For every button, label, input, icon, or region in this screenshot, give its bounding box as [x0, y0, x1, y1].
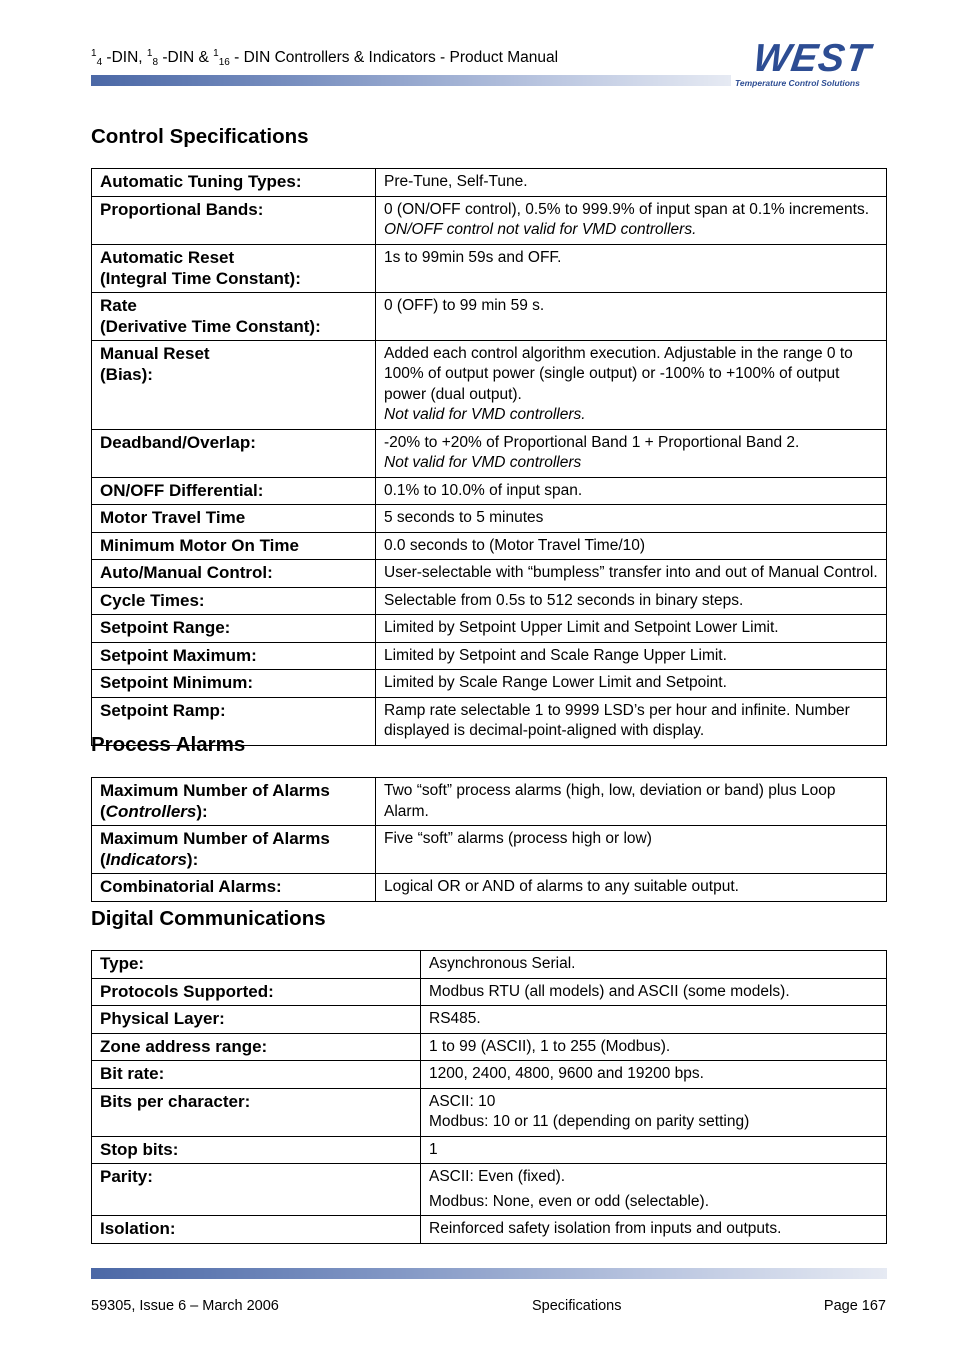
- spec-value-line: [429, 1112, 878, 1133]
- spec-value: [376, 778, 887, 826]
- spec-value-line: [429, 1167, 878, 1188]
- fraction-numerator: 1: [91, 48, 97, 59]
- spec-label-line: Deadband/Overlap:: [100, 432, 256, 452]
- spec-label-line: Automatic Reset: [100, 247, 235, 267]
- spec-label-line: Rate: [100, 295, 137, 315]
- spec-row: [92, 587, 887, 615]
- spec-label: [92, 826, 376, 874]
- label-italic: Controllers: [105, 802, 197, 821]
- spec-value: [421, 951, 887, 979]
- spec-value: [376, 615, 887, 643]
- spec-label-line: Type:: [100, 954, 145, 973]
- west-logo: [733, 37, 886, 90]
- spec-value-line: [429, 1037, 878, 1058]
- logo-tagline: Temperature Control Solutions: [735, 78, 860, 88]
- spec-label-line: [100, 849, 367, 870]
- spec-value-line: [384, 481, 878, 502]
- fraction-numerator: 1: [213, 48, 219, 59]
- spec-value: [376, 560, 887, 588]
- spec-label: [92, 978, 421, 1006]
- value-text: Ramp rate selectable 1 to 9999 LSD’s per hour and infinite. Number displayed is decimal-point-aligned with display.: [384, 701, 850, 739]
- spec-label-line: Bits per character:: [100, 1091, 251, 1111]
- spec-value-line: [384, 673, 878, 694]
- spec-value: [376, 670, 887, 698]
- spec-label-line: Parity:: [100, 1167, 153, 1186]
- spec-label: [92, 292, 376, 340]
- spec-value-line: [429, 1092, 878, 1113]
- spec-label: [92, 505, 376, 533]
- title-text: -DIN,: [102, 49, 147, 66]
- spec-value-line: [429, 1009, 878, 1030]
- spec-value: [376, 244, 887, 292]
- spec-value: [376, 340, 887, 429]
- value-text: 0.0 seconds to (Motor Travel Time/10): [384, 536, 646, 554]
- value-text: Added each control algorithm execution. Adjustable in the range 0 to 100% of output power (single output) or -100% to +100% of output power (dual output).: [384, 344, 853, 403]
- spec-value: [376, 477, 887, 505]
- spec-value: [376, 532, 887, 560]
- spec-label: [92, 670, 376, 698]
- spec-row: [92, 1136, 887, 1164]
- spec-label-line: Minimum Motor On Time: [100, 535, 299, 555]
- spec-row: [92, 978, 887, 1006]
- spec-label: [92, 1164, 421, 1216]
- spec-value-line: [384, 344, 878, 406]
- spec-label-line: Manual Reset: [100, 343, 210, 363]
- value-text: Selectable from 0.5s to 512 seconds in binary steps.: [384, 591, 744, 609]
- spec-value: [376, 505, 887, 533]
- value-text: 1: [429, 1140, 438, 1158]
- header-divider-bar: [91, 75, 731, 86]
- label-prefix: (: [100, 802, 106, 821]
- spec-label: [92, 244, 376, 292]
- digital-communications-heading: Digital Communications: [91, 907, 326, 930]
- process-alarms-heading: Process Alarms: [91, 733, 246, 756]
- spec-label-line: Setpoint Maximum:: [100, 645, 257, 665]
- spec-row: [92, 1164, 887, 1216]
- control-specifications-table: [91, 168, 887, 746]
- spec-value: [421, 1136, 887, 1164]
- spec-value-line: [384, 405, 878, 426]
- spec-value-line: [429, 1140, 878, 1161]
- spec-label-line: Combinatorial Alarms:: [100, 877, 282, 896]
- value-text: Reinforced safety isolation from inputs and outputs.: [429, 1220, 782, 1237]
- process-alarms-table: [91, 777, 887, 902]
- spec-value: [376, 697, 887, 745]
- label-italic: Indicators: [105, 850, 187, 869]
- spec-row: [92, 1006, 887, 1034]
- spec-label: [92, 429, 376, 477]
- value-text: Asynchronous Serial.: [429, 955, 576, 972]
- spec-value-line: [384, 508, 878, 529]
- fraction-numerator: 1: [146, 48, 153, 59]
- spec-row: [92, 1216, 887, 1244]
- spec-row: [92, 532, 887, 560]
- value-text: Modbus RTU (all models) and ASCII (some models).: [429, 982, 790, 1000]
- spec-row: [92, 292, 887, 340]
- spec-row: [92, 1088, 887, 1136]
- spec-row: [92, 169, 887, 197]
- value-text: -20% to +20% of Proportional Band 1 + Proportional Band 2.: [384, 433, 800, 451]
- spec-value-line: [429, 982, 878, 1003]
- spec-label-line: (Bias):: [100, 364, 153, 384]
- spec-label-line: (Integral Time Constant):: [100, 268, 301, 288]
- spec-value-line: [384, 877, 878, 898]
- spec-row: [92, 1061, 887, 1089]
- value-text: Five “soft” alarms (process high or low): [384, 830, 652, 847]
- spec-value-line: [384, 248, 878, 269]
- fraction-denominator: 16: [218, 57, 230, 68]
- label-suffix: ):: [196, 802, 208, 821]
- spec-label-line: Cycle Times:: [100, 590, 205, 610]
- spec-label-line: Physical Layer:: [100, 1009, 225, 1028]
- spec-label: [92, 196, 376, 244]
- spec-value: [376, 196, 887, 244]
- value-text: Modbus: 10 or 11 (depending on parity setting): [429, 1113, 750, 1130]
- spec-value: [421, 1216, 887, 1244]
- spec-value-line: [384, 453, 878, 474]
- spec-row: [92, 874, 887, 902]
- spec-label-line: Automatic Tuning Types:: [100, 172, 302, 191]
- spec-label-line: Motor Travel Time: [100, 508, 246, 527]
- spec-value: [421, 1006, 887, 1034]
- spec-row: [92, 778, 887, 826]
- footer-section: Specifications: [532, 1298, 622, 1314]
- spec-label-line: Bit rate:: [100, 1064, 165, 1083]
- spec-row: [92, 1033, 887, 1061]
- label-suffix: ):: [186, 850, 199, 869]
- spec-value-line: [384, 563, 878, 584]
- spec-label: [92, 1136, 421, 1164]
- value-text: RS485.: [429, 1010, 481, 1027]
- spec-label: [92, 1216, 421, 1244]
- spec-label: [92, 477, 376, 505]
- spec-label: [92, 532, 376, 560]
- value-text: ASCII: Even (fixed).: [429, 1168, 566, 1185]
- title-text: - DIN Controllers & Indicators - Product Manual: [229, 49, 559, 66]
- value-text: Two “soft” process alarms (high, low, deviation or band) plus Loop Alarm.: [384, 782, 836, 820]
- spec-label: [92, 1061, 421, 1089]
- spec-row: [92, 429, 887, 477]
- footer-page-number: Page 167: [823, 1298, 886, 1314]
- spec-label-line: (Derivative Time Constant):: [100, 316, 321, 336]
- spec-row: [92, 340, 887, 429]
- spec-value-line: [384, 296, 878, 317]
- spec-label: [92, 874, 376, 902]
- spec-value: [376, 874, 887, 902]
- logo-wordmark: WEST: [750, 37, 874, 80]
- spec-value-line: [429, 1219, 878, 1240]
- spec-value-line: [429, 1192, 878, 1213]
- spec-value: [421, 1033, 887, 1061]
- spec-label: [92, 340, 376, 429]
- spec-row: [92, 196, 887, 244]
- spec-value: [421, 1061, 887, 1089]
- spec-label: [92, 642, 376, 670]
- value-text: 1s to 99min 59s and OFF.: [384, 248, 562, 266]
- spec-value-line: [384, 433, 878, 454]
- spec-label-line: Proportional Bands:: [100, 199, 264, 219]
- spec-label: [92, 560, 376, 588]
- label-prefix: (: [100, 850, 106, 869]
- spec-value-line: [384, 781, 878, 822]
- spec-value: [376, 292, 887, 340]
- spec-value: [376, 587, 887, 615]
- manual-title: [91, 44, 558, 73]
- spec-value-line: [384, 646, 878, 667]
- spec-row: [92, 670, 887, 698]
- value-text: 1200, 2400, 4800, 9600 and 19200 bps.: [429, 1065, 704, 1082]
- spec-label-line: Setpoint Minimum:: [100, 673, 253, 692]
- spec-label-line: Protocols Supported:: [100, 981, 274, 1001]
- footer-issue: 59305, Issue 6 – March 2006: [91, 1298, 279, 1314]
- value-text: Limited by Setpoint Upper Limit and Setpoint Lower Limit.: [384, 619, 779, 636]
- spec-value-line: [384, 829, 878, 850]
- spec-value-line: [384, 591, 878, 612]
- spec-row: [92, 477, 887, 505]
- spec-label: [92, 615, 376, 643]
- fraction-denominator: 4: [96, 57, 103, 68]
- value-note-italic: ON/OFF control not valid for VMD controllers.: [384, 221, 697, 238]
- spec-label: [92, 951, 421, 979]
- spec-label: [92, 778, 376, 826]
- value-text: 0 (ON/OFF control), 0.5% to 999.9% of input span at 0.1% increments.: [384, 200, 870, 218]
- spec-label-line: Maximum Number of Alarms: [100, 781, 330, 800]
- spec-value-line: [429, 954, 878, 975]
- spec-value: [421, 978, 887, 1006]
- spec-label: [92, 1033, 421, 1061]
- value-text: User-selectable with “bumpless” transfer into and out of Manual Control.: [384, 564, 878, 581]
- spec-value-line: [384, 701, 878, 742]
- control-specifications-heading: Control Specifications: [91, 125, 309, 148]
- fraction-denominator: 8: [152, 57, 159, 68]
- spec-label-line: [100, 801, 367, 822]
- value-text: Logical OR or AND of alarms to any suitable output.: [384, 878, 739, 895]
- value-text: Modbus: None, even or odd (selectable).: [429, 1192, 710, 1210]
- value-text: Pre-Tune, Self-Tune.: [384, 173, 528, 190]
- spec-value: [376, 169, 887, 197]
- spec-value: [376, 826, 887, 874]
- value-text: 5 seconds to 5 minutes: [384, 509, 544, 526]
- spec-label-line: Zone address range:: [100, 1036, 268, 1056]
- spec-row: [92, 244, 887, 292]
- spec-row: [92, 642, 887, 670]
- spec-value: [376, 429, 887, 477]
- spec-label-line: Setpoint Ramp:: [100, 700, 226, 720]
- value-note-italic: Not valid for VMD controllers: [384, 454, 582, 471]
- spec-row: [92, 951, 887, 979]
- spec-label-line: Setpoint Range:: [100, 618, 231, 637]
- spec-label-line: Stop bits:: [100, 1139, 179, 1159]
- value-text: 1 to 99 (ASCII), 1 to 255 (Modbus).: [429, 1037, 671, 1055]
- spec-value-line: [384, 200, 878, 241]
- spec-label-line: Maximum Number of Alarms: [100, 829, 330, 848]
- spec-label: [92, 169, 376, 197]
- footer-divider-bar: [91, 1268, 887, 1279]
- spec-value: [376, 642, 887, 670]
- value-text: ASCII: 10: [429, 1092, 496, 1110]
- spec-row: [92, 826, 887, 874]
- value-text: Limited by Scale Range Lower Limit and Setpoint.: [384, 674, 727, 691]
- spec-row: [92, 560, 887, 588]
- spec-label-line: ON/OFF Differential:: [100, 480, 264, 500]
- spec-label-line: Auto/Manual Control:: [100, 563, 273, 582]
- value-text: 0 (OFF) to 99 min 59 s.: [384, 296, 545, 314]
- spec-value-line: [384, 536, 878, 557]
- value-note-italic: Not valid for VMD controllers.: [384, 406, 586, 423]
- digital-communications-table: [91, 950, 887, 1244]
- spec-value: [421, 1088, 887, 1136]
- spec-value-line: [384, 172, 878, 193]
- value-text: 0.1% to 10.0% of input span.: [384, 481, 583, 499]
- spec-label: [92, 1006, 421, 1034]
- spec-label: [92, 1088, 421, 1136]
- spec-value-line: [384, 618, 878, 639]
- title-text: -DIN &: [158, 49, 214, 66]
- value-text: Limited by Setpoint and Scale Range Upper Limit.: [384, 646, 727, 664]
- spec-row: [92, 505, 887, 533]
- spec-value-line: [429, 1064, 878, 1085]
- spec-value: [421, 1164, 887, 1216]
- spec-row: [92, 615, 887, 643]
- spec-label-line: Isolation:: [100, 1219, 176, 1238]
- spec-label: [92, 587, 376, 615]
